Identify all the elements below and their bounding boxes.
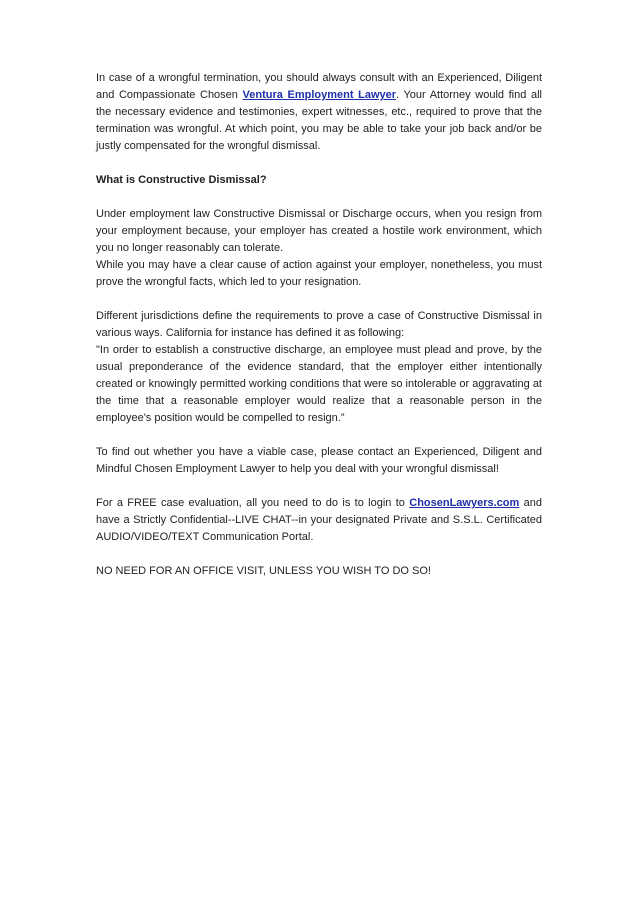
intro-text-before: In case of a wrongful termination, you should always consult with an Experienced, Diligent and Compassionate Chosen [96,72,542,101]
evaluation-text-after: and have a Strictly Confidential--LIVE CHAT--in your designated Private and S.S.L. Certificated AUDIO/VIDEO/TEXT Communication Portal. [96,497,542,543]
ventura-lawyer-link[interactable]: Ventura Employment Lawyer [242,89,397,101]
california-quote: "In order to establish a constructive discharge, an employee must plead and prove, by the usual preponderance of the evidence standard, that the employer either intentionally created or knowingly permitted working conditions that were so intolerable or aggravating at the time that a reasonable employer would realize that a reasonable person in the employee's position would be compelled to resign.” [96,344,542,424]
definition-paragraph [96,206,542,291]
cause-of-action-text: While you may have a clear cause of action against your employer, nonetheless, you must prove the wrongful facts, which led to your resignation. [96,259,542,288]
intro-text-after: . Your Attorney would find all the necessary evidence and testimonies, expert witnesses, etc., required to prove that the termination was wrongful. At which point, you may be able to take your job back and/or be justly compensated for the wrongful dismissal. [96,89,542,152]
evaluation-text-before: For a FREE case evaluation, all you need to do is to login to [96,497,410,509]
jurisdiction-paragraph [96,308,542,427]
intro-paragraph [96,70,542,155]
jurisdiction-text: Different jurisdictions define the requirements to prove a case of Constructive Dismissal in various ways. California for instance has defined it as following: [96,310,542,339]
evaluation-paragraph [96,495,542,546]
section-heading: What is Constructive Dismissal? [96,174,267,186]
closing-notice: NO NEED FOR AN OFFICE VISIT, UNLESS YOU WISH TO DO SO! [96,565,431,577]
chosenlawyers-link[interactable]: ChosenLawyers.com [409,497,520,509]
contact-paragraph: To find out whether you have a viable case, please contact an Experienced, Diligent and Mindful Chosen Employment Lawyer to help you deal with your wrongful dismissal! [96,446,542,475]
definition-text: Under employment law Constructive Dismissal or Discharge occurs, when you resign from your employment because, your employer has created a hostile work environment, which you no longer reasonably can tolerate. [96,208,542,254]
document-page [96,70,542,597]
